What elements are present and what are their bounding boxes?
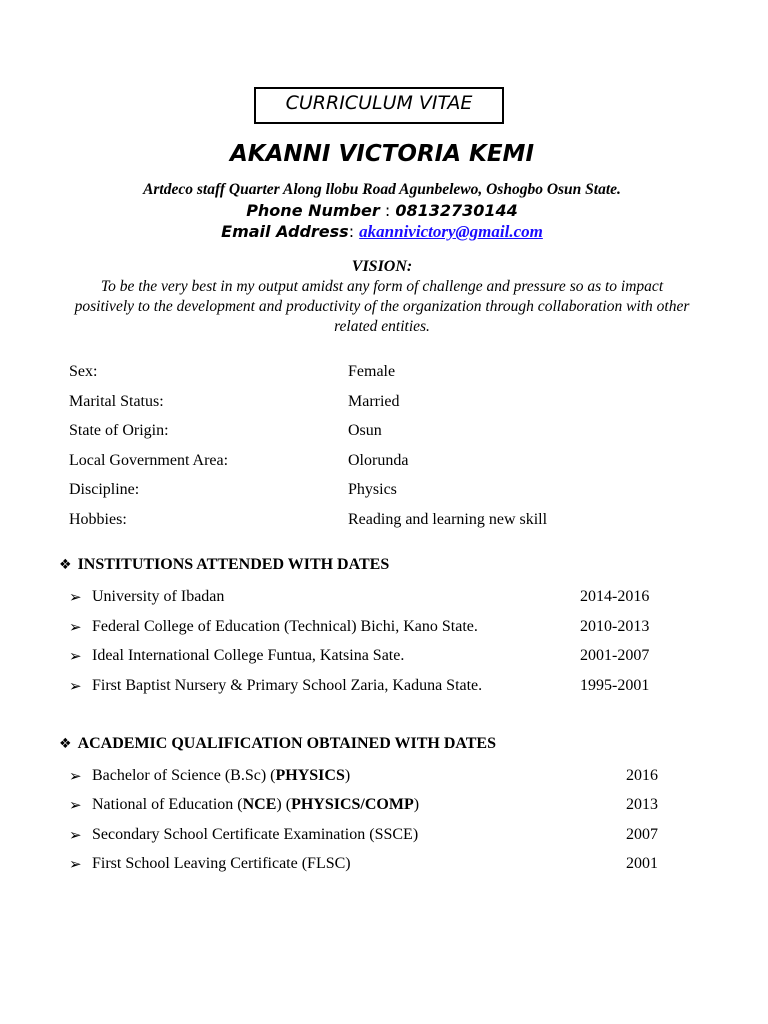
qualification-year: 2013 xyxy=(626,796,658,813)
arrowhead-icon: ➢ xyxy=(69,767,82,785)
phone-value: 08132730144 xyxy=(395,201,518,220)
qualification-name: First School Leaving Certificate (FLSC) xyxy=(92,855,351,872)
info-value: Reading and learning new skill xyxy=(348,511,548,528)
info-row-state-of-origin xyxy=(69,419,689,443)
email-separator: : xyxy=(348,222,360,241)
info-value: Female xyxy=(348,363,396,380)
vision-text: To be the very best in my output amidst any form of challenge and pressure so as to impact positively to the development and productivity of the organization through collaboration with other related entities. xyxy=(74,278,690,335)
qualifications-heading-row xyxy=(59,733,496,755)
email-line xyxy=(0,221,764,244)
document-title: CURRICULUM VITAE xyxy=(285,92,473,114)
info-value: Olorunda xyxy=(348,452,409,469)
four-diamond-icon: ❖ xyxy=(59,557,72,573)
candidate-name: AKANNI VICTORIA KEMI xyxy=(229,141,535,167)
arrowhead-icon: ➢ xyxy=(69,618,82,636)
phone-separator: : xyxy=(379,201,396,220)
arrowhead-icon: ➢ xyxy=(69,826,82,844)
info-row-discipline xyxy=(69,478,689,502)
info-label: Sex: xyxy=(69,363,98,380)
institution-dates: 2001-2007 xyxy=(580,647,650,664)
four-diamond-icon: ❖ xyxy=(59,736,72,752)
info-label: State of Origin: xyxy=(69,422,169,439)
qualification-name: Bachelor of Science (B.Sc) (PHYSICS) xyxy=(92,767,351,784)
email-label: Email Address xyxy=(221,222,349,241)
qualification-item xyxy=(69,852,669,876)
phone-line xyxy=(0,200,764,223)
qualifications-heading: ACADEMIC QUALIFICATION OBTAINED WITH DATES xyxy=(77,735,496,752)
email-link[interactable]: akannivictory@gmail.com xyxy=(359,222,543,241)
qualification-name: Secondary School Certificate Examination (SSCE) xyxy=(92,826,419,843)
info-row-lga xyxy=(69,449,689,473)
info-label: Hobbies: xyxy=(69,511,127,528)
institution-name: Federal College of Education (Technical) Bichi, Kano State. xyxy=(92,618,478,635)
info-value: Osun xyxy=(348,422,382,439)
institution-name: Ideal International College Funtua, Katsina Sate. xyxy=(92,647,405,664)
institution-item xyxy=(69,615,669,639)
institution-item xyxy=(69,644,669,668)
qualification-item xyxy=(69,823,669,847)
info-row-hobbies xyxy=(69,508,689,532)
qualification-name: National of Education (NCE) (PHYSICS/COMP) xyxy=(92,796,420,813)
arrowhead-icon: ➢ xyxy=(69,677,82,695)
institution-dates: 2014-2016 xyxy=(580,588,650,605)
institution-item xyxy=(69,585,669,609)
arrowhead-icon: ➢ xyxy=(69,855,82,873)
institutions-heading-row xyxy=(59,554,389,576)
institution-name: University of Ibadan xyxy=(92,588,225,605)
info-value: Physics xyxy=(348,481,397,498)
arrowhead-icon: ➢ xyxy=(69,588,82,606)
vision-heading: VISION: xyxy=(351,258,413,275)
info-label: Local Government Area: xyxy=(69,452,229,469)
qualification-year: 2007 xyxy=(626,826,658,843)
qualification-item xyxy=(69,793,669,817)
info-value: Married xyxy=(348,393,400,410)
qualification-year: 2001 xyxy=(626,855,658,872)
institution-item xyxy=(69,674,669,698)
institution-dates: 2010-2013 xyxy=(580,618,650,635)
qualification-year: 2016 xyxy=(626,767,658,784)
qualification-item xyxy=(69,764,669,788)
institution-dates: 1995-2001 xyxy=(580,677,650,694)
phone-label: Phone Number xyxy=(246,201,380,220)
info-label: Marital Status: xyxy=(69,393,164,410)
institution-name: First Baptist Nursery & Primary School Zaria, Kaduna State. xyxy=(92,677,483,694)
info-label: Discipline: xyxy=(69,481,140,498)
info-row-marital-status xyxy=(69,390,689,414)
arrowhead-icon: ➢ xyxy=(69,796,82,814)
institutions-heading: INSTITUTIONS ATTENDED WITH DATES xyxy=(77,556,390,573)
address: Artdeco staff Quarter Along llobu Road Agunbelewo, Oshogbo Osun State. xyxy=(143,181,621,198)
info-row-sex xyxy=(69,360,689,384)
arrowhead-icon: ➢ xyxy=(69,647,82,665)
